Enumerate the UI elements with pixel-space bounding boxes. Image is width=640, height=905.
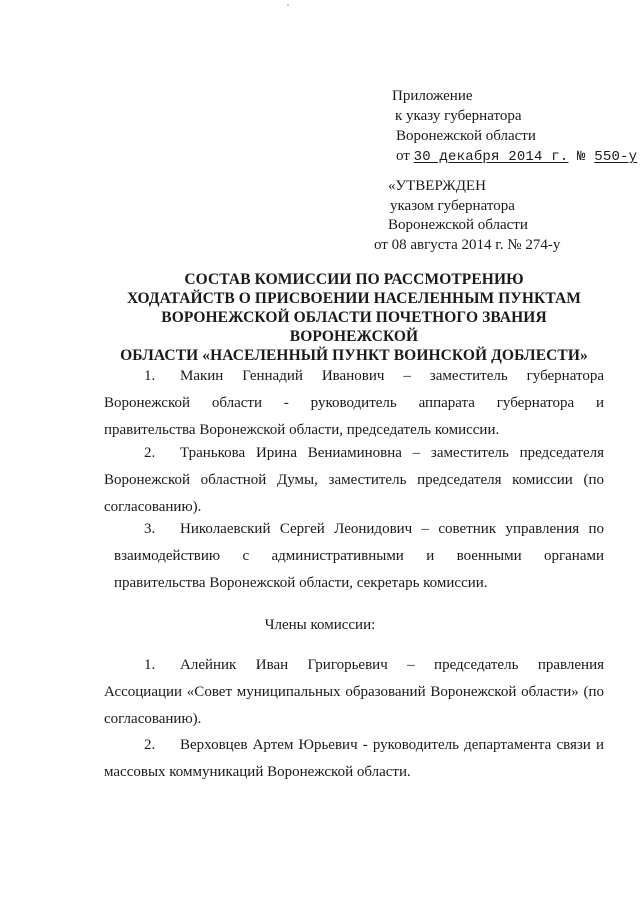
approved-line: указом губернатора <box>390 197 515 214</box>
list-item <box>104 440 604 521</box>
title-line: ОБЛАСТИ «НАСЕЛЕННЫЙ ПУНКТ ВОИНСКОЙ ДОБЛЕСТИ» <box>120 347 588 364</box>
list-item <box>104 363 604 444</box>
decree-number: 550-у <box>594 149 638 165</box>
item-number: 2. <box>144 445 156 461</box>
decree-date: 30 декабря 2014 г. <box>413 149 569 165</box>
approved-line: Воронежской области <box>388 217 528 233</box>
item-line: согласованию). <box>104 499 202 515</box>
approved-line: от 08 августа 2014 г. № 274-у <box>374 236 561 253</box>
members-heading: Члены комиссии: <box>264 617 376 633</box>
list-item <box>104 516 604 597</box>
item-line: Макин Геннадий Иванович – заместитель губернатора <box>180 368 604 384</box>
title-line: ХОДАТАЙСТВ О ПРИСВОЕНИИ НАСЕЛЕННЫМ ПУНКТАМ <box>126 290 582 307</box>
item-number: 1. <box>144 657 156 673</box>
title-line: СОСТАВ КОМИССИИ ПО РАССМОТРЕНИЮ <box>184 271 524 288</box>
item-number: 1. <box>144 368 156 384</box>
item-line: взаимодействию с административными и военными органами <box>114 548 604 564</box>
approved-block <box>374 177 561 255</box>
list-item <box>104 652 604 733</box>
item-line: Воронежской областной Думы, заместитель председателя комиссии (по <box>104 472 604 488</box>
item-line: Алейник Иван Григорьевич – председатель правления <box>180 657 604 673</box>
item-line: Транькова Ирина Вениаминовна – заместитель председателя <box>180 445 604 461</box>
number-prefix: № <box>568 149 595 165</box>
appendix-line: к указу губернатора <box>395 108 522 124</box>
date-prefix: от <box>396 148 414 164</box>
item-number: 3. <box>144 521 156 537</box>
item-line: Николаевский Сергей Леонидович – советник управления по <box>180 521 604 537</box>
appendix-line: Воронежской области <box>396 128 536 144</box>
appendix-block <box>392 86 637 167</box>
item-number: 2. <box>144 737 156 753</box>
appendix-date-line <box>392 146 637 167</box>
list-item <box>104 732 604 786</box>
item-line: согласованию). <box>104 711 202 727</box>
item-line: правительства Воронежской области, председатель комиссии. <box>104 422 500 438</box>
item-line: массовых коммуникаций Воронежской области. <box>104 764 411 780</box>
item-line: Ассоциации «Совет муниципальных образований Воронежской области» (по <box>104 684 604 700</box>
approved-line: «УТВЕРЖДЕН <box>388 178 486 194</box>
title-line: ВОРОНЕЖСКОЙ ОБЛАСТИ ПОЧЕТНОГО ЗВАНИЯ ВОРОНЕЖСКОЙ <box>161 309 547 345</box>
item-line: правительства Воронежской области, секретарь комиссии. <box>114 575 488 591</box>
item-line: Воронежской области - руководитель аппарата губернатора и <box>104 395 604 411</box>
scan-speck <box>287 4 289 6</box>
appendix-line: Приложение <box>392 88 473 104</box>
document-title <box>104 270 604 365</box>
item-line: Верховцев Артем Юрьевич - руководитель департамента связи и <box>180 737 604 753</box>
